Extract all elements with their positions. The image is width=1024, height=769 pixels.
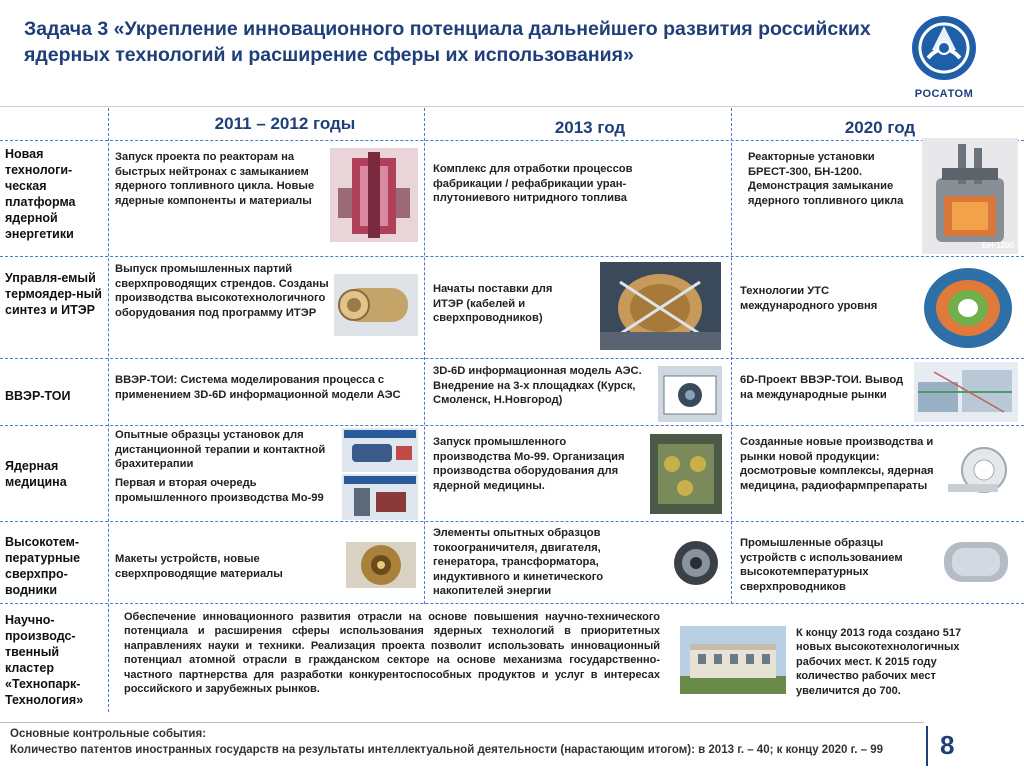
- row3-cell-2013: 3D-6D информационная модель АЭС. Внедрение на 3-х площадках (Курск, Смоленск, Н.Новгород): [433, 365, 642, 407]
- aes-3d-model-image: [658, 366, 722, 422]
- bn-1200-image-label: БН-1200: [982, 241, 1014, 250]
- row2-cell-2013: Начаты поставки для ИТЭР (кабелей и сверхпроводников): [433, 283, 553, 325]
- row-label-nuclear-platform: Новая технологи-ческая платформа ядерной энергетики: [5, 147, 76, 241]
- rosatom-emblem-icon: [906, 10, 982, 86]
- row2-cell-2011: Выпуск промышленных партий сверхпроводящих стрендов. Созданы производства высокотехнологичного оборудования под программу ИТЭР: [115, 263, 329, 319]
- vver-toi-6d-project-image: [914, 362, 1018, 422]
- row3-cell-2011: ВВЭР-ТОИ: Система моделирования процесса с применением 3D-6D информационной модели АЭС: [115, 374, 401, 401]
- row-label-thermonuclear: Управля-емый термоядер-ный синтез и ИТЭР: [5, 271, 102, 317]
- iter-coil-image: [600, 262, 721, 350]
- row5-cell-2011: Макеты устройств, новые сверхпроводящие материалы: [115, 553, 283, 580]
- row1-cell-2013: Комплекс для отработки процессов фабрикации / рефабрикации уран-плутониевого нитридного топлива: [433, 163, 633, 205]
- grid-hline-4: [0, 521, 1024, 522]
- superconductor-cable-image: [334, 274, 418, 336]
- row-label-nuclear-medicine: Ядерная медицина: [5, 459, 67, 489]
- grid-hline-1: [0, 256, 1024, 257]
- grid-vline-2: [424, 108, 425, 604]
- htsc-material-image: [346, 542, 416, 588]
- mo-99-production-image: [650, 434, 722, 514]
- grid-hline-5: [0, 603, 1024, 604]
- page-number: 8: [940, 730, 955, 760]
- current-limiter-image: [668, 536, 724, 590]
- bn-1200-reactor-image: [922, 138, 1018, 254]
- slide-title: Задача 3 «Укрепление инновационного потенциала дальнейшего развития российских ядерных технологий и расширение сферы их использования»: [24, 18, 871, 66]
- logo-text: РОСАТОМ: [914, 88, 974, 100]
- row5-cell-2013: Элементы опытных образцов токоограничителя, двигателя, генератора, трансформатора, индуктивного и кинетического накопителей энергии: [433, 527, 604, 598]
- row-label-htsc: Высокотем-пературные сверхпро-водники: [5, 535, 81, 597]
- row-label-technopark: Научно-производс-твенный кластер «Технопарк-Технология»: [5, 613, 84, 707]
- grid-hline-header: [0, 140, 1024, 141]
- row3-cell-2020: 6D-Проект ВВЭР-ТОИ. Вывод на международные рынки: [740, 374, 904, 401]
- technopark-building-image: [680, 626, 786, 694]
- reactor-cutaway-image: [330, 148, 418, 242]
- rosatom-logo: [906, 10, 982, 106]
- technopark-jobs-note: К концу 2013 года создано 517 новых высокотехнологичных рабочих мест. К 2015 году количество рабочих мест увеличится до 700.: [796, 627, 962, 697]
- grid-vline-1: [108, 108, 109, 712]
- row4-cell-2013: Запуск промышленного производства Мо-99. Организация производства оборудования для ядерной медицины.: [433, 436, 625, 492]
- row1-cell-2020: Реакторные установки БРЕСТ-300, БН-1200. Демонстрация замыкание ядерного топливного цикла: [748, 151, 904, 207]
- grid-hline-2: [0, 358, 1024, 359]
- therapy-device-image: [342, 428, 418, 472]
- grid-vline-3: [731, 108, 732, 604]
- footer-heading: Основные контрольные события:: [10, 728, 207, 740]
- tokamak-image: [918, 262, 1018, 354]
- column-header-2020: 2020 год: [844, 118, 916, 137]
- technopark-description: Обеспечение инновационного развития отрасли на основе повышения научно-технического потенциала и расширения сферы использования ядерных технологий в приоритетных направлениях науки и техники. Реализация проекта позволит использовать инновационный потенциал атомной отрасли в гражданском секторе на основе механизма государственно-частного партнерства для разработки конкурентоспособных продуктов и услуг в интересах российского и зарубежных рынков.: [124, 611, 660, 696]
- row4-cell-2020: Созданные новые производства и рынки новой продукции: досмотровые комплексы, ядерная медицина, радиофармпрепараты: [740, 436, 934, 492]
- footer-patents-text: Количество патентов иностранных государств на результаты интеллектуальной деятельности (нарастающим итогом): в 2013 г. – 40; к концу 2020 г. – 99: [10, 744, 884, 756]
- row1-cell-2011: Запуск проекта по реакторам на быстрых нейтронах с замыканием ядерного топливного цикла. Новые ядерные компоненты и материалы: [115, 151, 315, 207]
- column-header-2011-2012: 2011 – 2012 годы: [214, 114, 356, 133]
- row-label-vver-toi: ВВЭР-ТОИ: [5, 389, 71, 403]
- row5-cell-2020: Промышленные образцы устройств с использованием высокотемпературных сверхпроводников: [740, 537, 903, 593]
- medical-scanner-image: [944, 440, 1018, 506]
- row2-cell-2020: Технологии УТС международного уровня: [740, 285, 878, 312]
- column-header-2013: 2013 год: [554, 118, 626, 137]
- row4-cell-2011-b: Первая и вторая очередь промышленного производства Мо-99: [115, 477, 324, 504]
- brachytherapy-device-image: [342, 474, 418, 520]
- title-divider: [0, 106, 1024, 107]
- grid-hline-3: [0, 425, 1024, 426]
- htsc-device-image: [934, 530, 1018, 594]
- row4-cell-2011-a: Опытные образцы установок для дистанционной терапии и контактной брахитерапии: [115, 429, 326, 471]
- page-number-divider: [926, 726, 928, 766]
